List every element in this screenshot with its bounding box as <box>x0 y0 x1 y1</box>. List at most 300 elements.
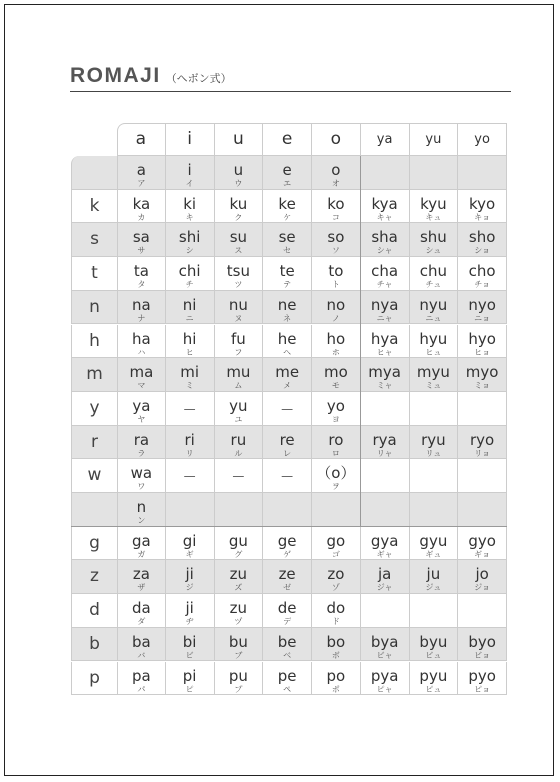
title-sub: （ヘボン式） <box>165 72 232 85</box>
row-label-4: n <box>71 291 117 325</box>
table-cell <box>361 662 410 696</box>
row-label-0 <box>71 156 117 190</box>
table-cell <box>166 291 215 325</box>
table-cell <box>117 459 166 493</box>
katakana-text: ビュ <box>425 650 442 660</box>
table-cell <box>410 291 459 325</box>
katakana-text: ル <box>234 448 243 458</box>
katakana-text: ユ <box>234 414 243 424</box>
column-header-4: o <box>312 123 361 156</box>
katakana-text: カ <box>137 212 146 222</box>
romaji-text: su <box>229 228 248 247</box>
romaji-text: pe <box>277 666 297 685</box>
table-cell <box>117 493 166 527</box>
row-label-7: y <box>71 392 117 426</box>
katakana-text: リュ <box>425 448 442 458</box>
table-cell <box>361 459 410 493</box>
katakana-text: ラ <box>137 448 146 458</box>
table-cell <box>166 156 215 190</box>
table-cell <box>458 594 507 628</box>
katakana-text: リョ <box>474 448 490 458</box>
table-cell <box>361 358 410 392</box>
row-label-9: w <box>71 459 117 493</box>
romaji-text: ki <box>183 194 197 213</box>
katakana-text: デ <box>283 617 292 627</box>
table-cell <box>410 190 459 224</box>
romaji-text: — <box>183 469 196 484</box>
table-cell <box>263 156 312 190</box>
katakana-text: フ <box>234 347 243 357</box>
table-cell <box>312 325 361 359</box>
column-header-6: yu <box>410 123 459 156</box>
romaji-text: fu <box>230 329 246 348</box>
katakana-text: ク <box>234 212 243 222</box>
table-cell <box>458 291 507 325</box>
table-cell <box>458 257 507 291</box>
romaji-text: wa <box>130 464 153 483</box>
table-cell <box>410 426 459 460</box>
romaji-text: ge <box>277 531 297 550</box>
romaji-text: ya <box>132 396 151 415</box>
table-cell <box>410 628 459 662</box>
katakana-text: ミュ <box>425 381 442 391</box>
table-cell <box>410 662 459 696</box>
romaji-text: pyo <box>468 666 496 685</box>
table-cell <box>361 426 410 460</box>
table-cell <box>410 156 459 190</box>
table-cell <box>410 594 459 628</box>
table-cell <box>263 493 312 527</box>
table-cell <box>458 223 507 257</box>
table-cell <box>312 426 361 460</box>
katakana-text: ヲ <box>331 482 340 492</box>
romaji-text: bi <box>182 632 197 651</box>
romaji-text: yu <box>229 396 248 415</box>
table-cell <box>263 223 312 257</box>
romaji-text: ju <box>426 565 441 584</box>
row-label-6: m <box>71 358 117 392</box>
katakana-text: ヅ <box>234 617 243 627</box>
katakana-text: イ <box>185 179 194 188</box>
table-cell <box>215 628 264 662</box>
katakana-text: タ <box>137 280 146 290</box>
katakana-text: バ <box>137 650 146 660</box>
katakana-text: ザ <box>137 583 146 593</box>
table-cell <box>458 527 507 561</box>
katakana-text: ガ <box>137 549 146 559</box>
row-label-8: r <box>71 426 117 460</box>
katakana-text: キャ <box>376 212 393 222</box>
romaji-text: de <box>277 599 297 618</box>
katakana-text: モ <box>331 381 340 391</box>
katakana-text: シャ <box>376 246 393 256</box>
table-cell <box>361 223 410 257</box>
katakana-text: ネ <box>283 313 292 323</box>
katakana-text: ミ <box>185 381 194 391</box>
table-cell <box>215 594 264 628</box>
katakana-text: マ <box>137 381 146 391</box>
katakana-text: レ <box>283 448 292 458</box>
katakana-text: ノ <box>331 313 340 323</box>
romaji-text: sa <box>132 228 150 247</box>
romaji-text: ha <box>132 329 151 348</box>
katakana-text: チャ <box>376 280 393 290</box>
table-cell <box>166 257 215 291</box>
romaji-text: n <box>136 498 147 516</box>
katakana-text: ジョ <box>474 583 491 593</box>
katakana-text: ギャ <box>376 549 393 559</box>
table-cell <box>312 527 361 561</box>
romaji-text: pu <box>228 666 248 685</box>
romaji-text: e <box>282 161 292 179</box>
romaji-text: jo <box>475 565 489 584</box>
katakana-text: チ <box>185 280 194 290</box>
romaji-text: pyu <box>419 666 448 685</box>
katakana-text: ニ <box>185 313 194 323</box>
katakana-text: エ <box>283 179 292 188</box>
katakana-text: ピ <box>185 684 194 694</box>
romaji-text: — <box>281 401 294 416</box>
katakana-text: ウ <box>234 179 243 188</box>
table-cell <box>458 628 507 662</box>
katakana-text: ブ <box>234 650 243 660</box>
table-cell <box>458 426 507 460</box>
table-cell <box>166 392 215 426</box>
katakana-text: ジュ <box>425 583 442 593</box>
table-cell <box>166 426 215 460</box>
katakana-text: ヒュ <box>425 347 442 357</box>
table-cell <box>166 662 215 696</box>
romaji-text: hya <box>370 329 399 348</box>
katakana-text: ピャ <box>376 684 393 694</box>
romaji-text: mu <box>226 363 251 382</box>
romaji-text: ga <box>132 531 151 550</box>
row-label-11: g <box>71 527 117 561</box>
katakana-text: ヒャ <box>376 347 393 357</box>
katakana-text: ミョ <box>474 381 491 391</box>
table-cell <box>263 190 312 224</box>
romaji-text: ji <box>185 565 194 584</box>
romaji-text: zu <box>229 565 248 584</box>
table-cell <box>215 190 264 224</box>
table-cell <box>117 156 166 190</box>
row-label-1: k <box>71 190 117 224</box>
table-cell <box>458 358 507 392</box>
romaji-text: ja <box>377 565 392 584</box>
romaji-text: nu <box>228 295 248 314</box>
table-cell <box>263 459 312 493</box>
romaji-text: ke <box>278 194 296 213</box>
romaji-text: ryu <box>421 430 446 449</box>
table-cell <box>312 156 361 190</box>
katakana-text: ゼ <box>283 583 292 593</box>
table-cell <box>215 358 264 392</box>
table-cell <box>312 257 361 291</box>
romaji-text: go <box>326 531 346 550</box>
katakana-text: チョ <box>474 280 490 290</box>
romaji-text: bu <box>228 632 248 651</box>
romaji-text: nyo <box>468 295 496 314</box>
table-cell <box>410 325 459 359</box>
romaji-text: me <box>275 363 300 382</box>
romaji-text: pi <box>182 666 197 685</box>
table-cell <box>117 662 166 696</box>
table-cell <box>361 560 410 594</box>
katakana-text: チュ <box>425 280 442 290</box>
katakana-text: ス <box>234 246 243 256</box>
romaji-text: ze <box>278 565 296 584</box>
table-cell <box>166 459 215 493</box>
katakana-text: プ <box>234 684 243 694</box>
romaji-text: to <box>328 262 344 281</box>
table-cell <box>312 493 361 527</box>
romaji-text: myo <box>465 363 499 382</box>
row-label-3: t <box>71 257 117 291</box>
romaji-text: sho <box>468 228 496 247</box>
romaji-text: re <box>279 430 295 449</box>
table-cell <box>263 560 312 594</box>
katakana-text: コ <box>331 212 340 222</box>
table-cell <box>458 392 507 426</box>
katakana-text: キュ <box>425 212 442 222</box>
romaji-text: kya <box>371 194 398 213</box>
romaji-text: gi <box>182 531 197 550</box>
romaji-text: nyu <box>419 295 448 314</box>
katakana-text: メ <box>283 381 292 391</box>
romaji-text: — <box>183 401 196 416</box>
romaji-text: nya <box>370 295 399 314</box>
katakana-text: ニャ <box>376 313 393 323</box>
table-cell <box>361 325 410 359</box>
katakana-text: ポ <box>331 684 340 694</box>
table-cell <box>458 190 507 224</box>
table-cell <box>215 257 264 291</box>
katakana-text: ミャ <box>376 381 393 391</box>
table-cell <box>263 594 312 628</box>
romaji-text: zo <box>327 565 345 584</box>
table-cell <box>263 527 312 561</box>
romaji-text: ryo <box>470 430 495 449</box>
row-label-15: p <box>71 662 117 696</box>
katakana-text: オ <box>331 179 340 188</box>
romaji-text: ku <box>229 194 248 213</box>
romaji-text: po <box>326 666 346 685</box>
romaji-text: ne <box>277 295 297 314</box>
romaji-text: ho <box>326 329 346 348</box>
romaji-text: ko <box>327 194 345 213</box>
romaji-text: bya <box>370 632 399 651</box>
table-cell <box>117 358 166 392</box>
table-cell <box>361 156 410 190</box>
katakana-text: シ <box>185 246 194 256</box>
table-cell <box>215 426 264 460</box>
katakana-text: ショ <box>474 246 491 256</box>
table-cell <box>215 156 264 190</box>
row-label-5: h <box>71 325 117 359</box>
table-cell <box>410 459 459 493</box>
table-cell <box>361 190 410 224</box>
romaji-text: hyu <box>419 329 448 348</box>
table-cell <box>263 291 312 325</box>
romaji-text: shu <box>419 228 447 247</box>
romaji-text: sha <box>371 228 398 247</box>
katakana-text: テ <box>283 280 292 290</box>
table-cell <box>215 560 264 594</box>
romaji-text: cha <box>371 262 399 281</box>
romaji-text: ka <box>132 194 151 213</box>
romaji-text: yo <box>326 396 345 415</box>
table-cell <box>166 560 215 594</box>
column-header-0: a <box>117 123 166 156</box>
romaji-text: byu <box>419 632 448 651</box>
romaji-text: ba <box>132 632 151 651</box>
table-cell <box>166 223 215 257</box>
table-cell <box>117 392 166 426</box>
column-header-7: yo <box>458 123 507 156</box>
katakana-text: ヂ <box>185 617 194 627</box>
katakana-text: ピョ <box>474 684 491 694</box>
romaji-text: tsu <box>226 262 250 281</box>
table-cell <box>117 291 166 325</box>
katakana-text: ン <box>137 516 146 525</box>
table-cell <box>215 325 264 359</box>
katakana-text: ヌ <box>234 313 243 323</box>
romaji-text: za <box>132 565 150 584</box>
romaji-text: ta <box>133 262 149 281</box>
title-main: ROMAJI <box>70 64 161 87</box>
romaji-text: so <box>327 228 345 247</box>
katakana-text: ツ <box>234 280 243 290</box>
table-cell <box>458 493 507 527</box>
romaji-text: cho <box>468 262 496 281</box>
katakana-text: ヒョ <box>474 347 491 357</box>
romaji-text: mi <box>180 363 200 382</box>
table-cell <box>458 459 507 493</box>
katakana-text: ビ <box>185 650 194 660</box>
romaji-text: pa <box>132 666 151 685</box>
romaji-text: gu <box>228 531 248 550</box>
table-cell <box>312 358 361 392</box>
katakana-text: リャ <box>376 448 393 458</box>
romaji-text: — <box>232 469 245 484</box>
katakana-text: リ <box>185 448 194 458</box>
table-cell <box>263 358 312 392</box>
gojuon-right-divider <box>360 156 361 527</box>
romaji-text: no <box>326 295 346 314</box>
katakana-text: ナ <box>137 313 146 323</box>
katakana-text: ペ <box>283 684 292 694</box>
katakana-text: セ <box>283 246 292 256</box>
romaji-text: a <box>136 161 146 179</box>
table-cell <box>166 358 215 392</box>
table-cell <box>215 662 264 696</box>
romaji-text: gyo <box>468 531 496 550</box>
table-cell <box>263 662 312 696</box>
table-cell <box>458 560 507 594</box>
row-label-10 <box>71 493 117 527</box>
table-cell <box>458 325 507 359</box>
katakana-text: ソ <box>331 246 340 256</box>
romaji-text: ri <box>184 430 195 449</box>
table-cell <box>410 493 459 527</box>
table-cell <box>263 325 312 359</box>
romaji-text: bo <box>326 632 346 651</box>
table-cell <box>166 527 215 561</box>
table-cell <box>410 358 459 392</box>
table-cell <box>410 223 459 257</box>
table-cell <box>361 594 410 628</box>
romaji-text: i <box>187 161 192 179</box>
romaji-text: rya <box>372 430 397 449</box>
katakana-text: ホ <box>331 347 340 357</box>
table-cell <box>215 392 264 426</box>
table-cell <box>166 628 215 662</box>
romaji-text: ro <box>328 430 344 449</box>
romaji-text: ni <box>182 295 197 314</box>
table-cell <box>361 527 410 561</box>
table-cell <box>410 527 459 561</box>
romaji-text: shi <box>178 228 201 247</box>
table-cell <box>215 527 264 561</box>
table-cell <box>117 190 166 224</box>
katakana-text: ト <box>331 280 340 290</box>
romaji-text: gya <box>370 531 399 550</box>
katakana-text: ビョ <box>474 650 491 660</box>
romaji-text: se <box>278 228 296 247</box>
table-cell <box>117 257 166 291</box>
romaji-text: te <box>279 262 295 281</box>
table-cell <box>361 493 410 527</box>
romaji-text: ji <box>185 599 194 618</box>
katakana-text: ゲ <box>283 549 292 559</box>
katakana-text: キ <box>185 212 194 222</box>
katakana-text: ゾ <box>331 583 340 593</box>
romaji-text: ra <box>133 430 150 449</box>
katakana-text: ケ <box>283 212 292 222</box>
table-cell <box>312 291 361 325</box>
table-cell <box>166 493 215 527</box>
table-cell <box>117 527 166 561</box>
romaji-text: myu <box>416 363 450 382</box>
romaji-text: chu <box>419 262 447 281</box>
katakana-text: ヨ <box>331 414 340 424</box>
romaji-text: u <box>233 161 244 179</box>
katakana-text: グ <box>234 549 243 559</box>
table-cell <box>117 560 166 594</box>
katakana-text: ピュ <box>425 684 442 694</box>
table-cell <box>117 426 166 460</box>
katakana-text: ベ <box>283 650 292 660</box>
table-cell <box>410 560 459 594</box>
katakana-text: ム <box>234 381 243 391</box>
table-cell <box>263 628 312 662</box>
table-cell <box>458 156 507 190</box>
romaji-text: be <box>277 632 297 651</box>
table-cell <box>410 392 459 426</box>
romaji-text: hi <box>182 329 197 348</box>
katakana-text: ダ <box>137 617 146 627</box>
table-cell <box>410 257 459 291</box>
romaji-text: gyu <box>419 531 448 550</box>
romaji-text: o <box>331 161 341 179</box>
table-cell <box>215 459 264 493</box>
romaji-text: kyu <box>420 194 447 213</box>
katakana-text: ニュ <box>425 313 442 323</box>
romaji-text: kyo <box>469 194 496 213</box>
table-cell <box>361 392 410 426</box>
romaji-text: chi <box>178 262 201 281</box>
title-rule <box>70 91 511 92</box>
